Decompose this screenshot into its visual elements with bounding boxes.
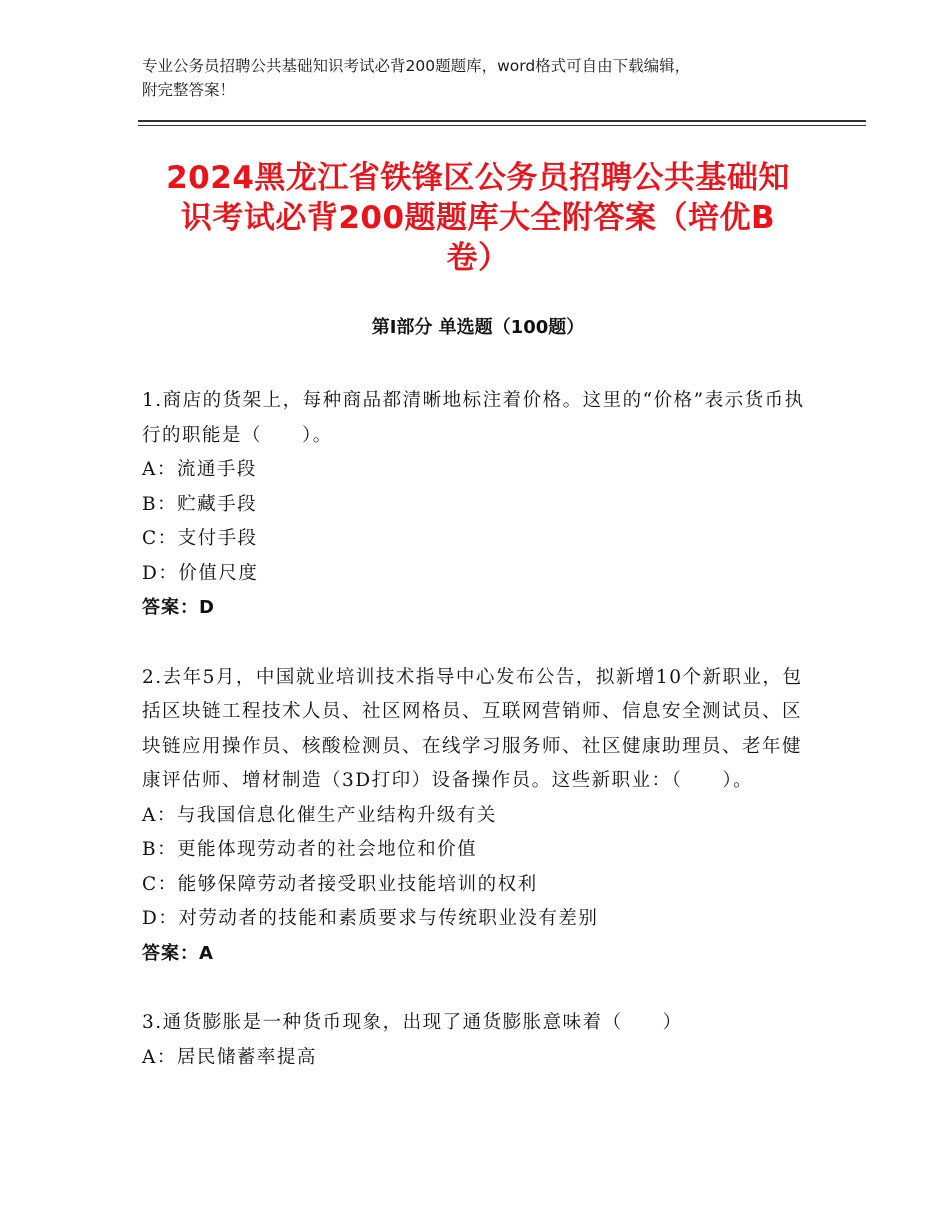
question-item-3 xyxy=(142,1006,807,1075)
document-title-line-3: 卷） xyxy=(446,240,510,276)
question-stem: 3.通货膨胀是一种货币现象，出现了通货膨胀意味着（ ） xyxy=(142,1012,683,1033)
document-note-line-1: 专业公务员招聘公共基础知识考试必背200题题库，word格式可自由下载编辑， xyxy=(142,57,691,75)
document-note xyxy=(142,54,822,102)
answer-value: D xyxy=(199,597,215,618)
section-heading: 第Ⅰ部分 单选题（100题） xyxy=(371,317,585,338)
question-option-c: C：支付手段 xyxy=(142,528,258,549)
answer-label: 答案： xyxy=(142,597,199,618)
header-divider-thick xyxy=(138,120,866,122)
question-option-d: D：对劳动者的技能和素质要求与传统职业没有差别 xyxy=(142,908,599,929)
question-option-b: B：更能体现劳动者的社会地位和价值 xyxy=(142,839,478,860)
question-list xyxy=(142,384,807,1110)
answer-label: 答案： xyxy=(142,942,199,964)
question-option-d: D：价值尺度 xyxy=(142,562,259,584)
question-option-b: B：贮藏手段 xyxy=(142,493,258,515)
question-option-a: A：与我国信息化催生产业结构升级有关 xyxy=(142,804,497,826)
document-title-line-1: 2024黑龙江省铁锋区公务员招聘公共基础知 xyxy=(166,160,790,196)
question-answer xyxy=(142,937,807,972)
question-stem: 2.去年5月，中国就业培训技术指导中心发布公告，拟新增10个新职业，包括区块链工程技术人员、社区网格员、互联网营销师、信息安全测试员、区块链应用操作员、核酸检测员、在线学习服务师、社区健康助理员、老年健康评估师、增材制造（3D打印）设备操作员。这些新职业：（ ）。 xyxy=(142,666,803,791)
question-item-2 xyxy=(142,661,807,972)
question-stem: 1.商店的货架上，每种商品都清晰地标注着价格。这里的“价格”表示货币执行的职能是（ ）。 xyxy=(142,390,805,446)
answer-value: A xyxy=(199,942,214,964)
document-title xyxy=(138,158,818,278)
question-option-a: A：流通手段 xyxy=(142,459,257,480)
question-answer xyxy=(142,591,807,626)
document-title-line-2: 识考试必背200题题库大全附答案（培优B xyxy=(180,200,776,236)
document-note-line-2: 附完整答案！ xyxy=(142,81,236,99)
question-option-c: C：能够保障劳动者接受职业技能培训的权利 xyxy=(142,873,538,895)
header-divider-thin xyxy=(138,125,866,126)
question-item-1 xyxy=(142,384,807,626)
question-option-a: A：居民储蓄率提高 xyxy=(142,1046,317,1068)
